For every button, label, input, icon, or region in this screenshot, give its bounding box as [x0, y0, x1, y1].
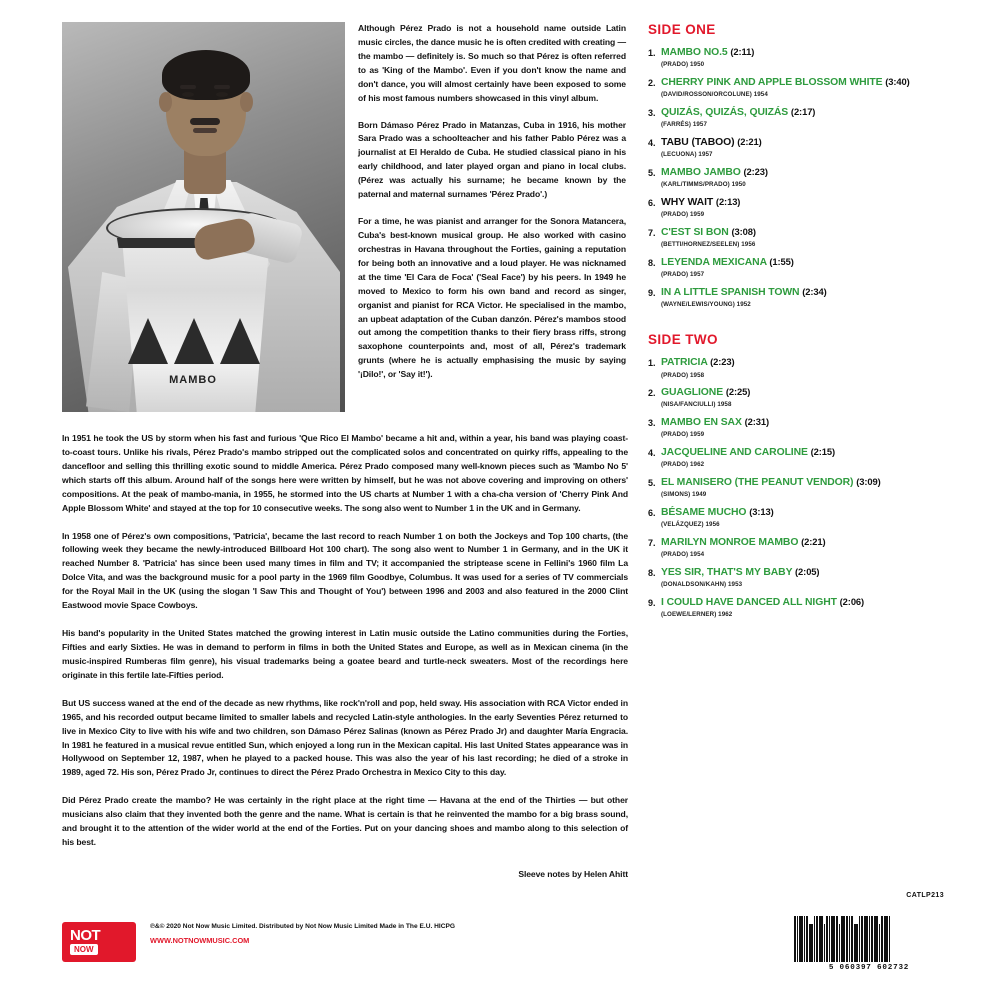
track-title-text: TABU (TABOO) — [661, 136, 735, 148]
barcode-bar — [809, 924, 813, 962]
track-title-text: MAMBO EN SAX — [661, 416, 742, 428]
copyright-block — [150, 922, 510, 947]
track-number: 9. — [648, 287, 656, 298]
track-number: 2. — [648, 77, 656, 88]
track-title-text: JACQUELINE AND CAROLINE — [661, 446, 808, 458]
track-row — [648, 287, 958, 308]
track-title-text: GUAGLIONE — [661, 387, 724, 399]
notes-paragraph: His band's popularity in the United States matched the growing interest in Latin music outside the Latino communities during the Forties, Fifties and early Sixties. He was in demand to perform in films in both the United States and Europe, as well as in Mexican cinema (in the music-inspired Rumberas film genre), his visual trademarks being a goatee beard and turtle-neck sweaters. Most of the recordings here originate in this fertile late-Fifties period. — [62, 628, 628, 680]
track-title — [661, 387, 958, 399]
track-credit: (PRADO) 1950 — [661, 61, 705, 69]
barcode-bar — [816, 916, 818, 962]
track-number: 1. — [648, 48, 656, 58]
track-row — [648, 357, 958, 378]
photo-ear-right — [240, 92, 253, 112]
track-duration: (2:17) — [790, 105, 816, 117]
track-row — [648, 387, 958, 408]
photo-eye-right — [216, 92, 228, 97]
track-title-text: IN A LITTLE SPANISH TOWN — [661, 286, 800, 298]
barcode-bar — [884, 916, 888, 962]
track-title-text: LEYENDA MEXICANA — [661, 256, 767, 268]
barcode-bar — [861, 916, 863, 962]
track-title — [661, 137, 958, 149]
notes-paragraph: For a time, he was pianist and arranger for the Sonora Matancera, Cuba's best-known musical group. He also worked with casino orchestras in Havana throughout the Forties, gaining a reputation for being both an innovative and a loud player. He was nicknamed at the time 'El Cara de Foca' ('Seal Face') by his peers. In 1949 he moved to Mexico to form his own band and record as singer, organist and pianist for RCA Victor. He specialised in the mambo, an upbeat adaptation of the Cuban danzón. Pérez's mambos stood out among the competition thanks to their fiery brass riffs, strong saxophone counterpoints and, most of all, Pérez's trademark grunts (where he is actually emphasising the music by saying '¡Dilo!', or 'Say it!'). — [358, 216, 626, 380]
drum-motif-2 — [174, 318, 214, 364]
barcode-bar — [869, 916, 870, 962]
notes-paragraph: Born Dámaso Pérez Prado in Matanzas, Cuba in 1916, his mother Sara Prado was a schoolteacher and his father Pablo Pérez was a journalist at El Heraldo de Cuba. He studied classical piano in his early childhood, and later played organ and piano in local clubs. (Pérez was actually his surname; he became known by the paternal and maternal surnames 'Pérez Prado'.) — [358, 119, 626, 200]
track-number: 3. — [648, 417, 656, 428]
track-title — [661, 287, 958, 299]
track-title — [661, 197, 958, 209]
side-one-heading: SIDE ONE — [648, 22, 716, 37]
photo-ear-left — [159, 92, 172, 112]
barcode-bar — [864, 916, 868, 962]
track-row — [648, 227, 958, 248]
track-duration: (3:08) — [731, 225, 756, 237]
artist-photo-column — [62, 22, 347, 412]
copyright-text: ℗&© 2020 Not Now Music Limited. Distributed by Not Now Music Limited Made in The E.U. HICPG — [150, 923, 455, 930]
record-label-logo — [62, 922, 136, 962]
catalogue-number: CATLP213 — [906, 892, 944, 899]
track-row — [648, 537, 958, 558]
barcode-bar — [849, 916, 850, 962]
track-credit: (PRADO) 1959 — [661, 431, 705, 439]
side-two-heading: SIDE TWO — [648, 332, 718, 348]
barcode-digits: 5 060397 602732 — [828, 964, 910, 972]
label-logo-main: NOT — [70, 927, 101, 944]
track-row — [648, 567, 958, 588]
barcode-bar — [839, 924, 840, 962]
tracklist — [648, 22, 958, 627]
drum-motif-3 — [220, 318, 260, 364]
track-number: 6. — [648, 197, 656, 208]
track-title-text: MARILYN MONROE MAMBO — [661, 536, 799, 548]
track-title — [661, 357, 958, 369]
track-duration: (2:21) — [737, 135, 762, 147]
sleeve-notes-upper — [358, 22, 626, 395]
track-credit: (LECUONA) 1957 — [661, 151, 713, 159]
barcode-bar — [854, 924, 858, 962]
track-number: 7. — [648, 537, 656, 548]
track-title — [661, 507, 958, 519]
track-number: 3. — [648, 107, 656, 118]
track-title-text: WHY WAIT — [661, 196, 714, 208]
track-row — [648, 77, 958, 98]
barcode-bar — [831, 916, 835, 962]
track-title-text: QUIZÁS, QUIZÁS, QUIZÁS — [661, 106, 789, 118]
track-row — [648, 447, 958, 468]
track-title — [661, 567, 958, 579]
track-row — [648, 197, 958, 218]
track-title-text: MAMBO NO.5 — [661, 47, 728, 58]
barcode-bar — [804, 916, 805, 962]
track-duration: (1:55) — [769, 255, 794, 267]
barcode-bar — [889, 916, 890, 962]
track-credit: (DAVID/ROSSON/ORCOLUNE) 1954 — [661, 91, 768, 99]
sleeve-footer — [0, 892, 1000, 1000]
photo-hair — [162, 50, 250, 100]
track-credit: (PRADO) 1959 — [661, 211, 705, 219]
track-title-text: BÉSAME MUCHO — [661, 506, 747, 518]
track-duration: (3:40) — [885, 75, 910, 87]
track-title — [661, 167, 958, 179]
track-title — [661, 77, 958, 89]
track-title — [661, 227, 958, 239]
track-number: 9. — [648, 597, 656, 608]
barcode — [794, 910, 944, 962]
track-credit: (PRADO) 1954 — [661, 551, 705, 559]
track-title-text: MAMBO JAMBO — [661, 166, 741, 178]
track-credit: (FARRÉS) 1957 — [661, 121, 708, 129]
track-title — [661, 447, 958, 459]
barcode-bar — [829, 916, 830, 962]
barcode-bar — [819, 916, 823, 962]
track-number: 7. — [648, 227, 656, 238]
barcode-bar — [806, 916, 808, 962]
track-number: 8. — [648, 567, 656, 578]
track-duration: (2:21) — [801, 535, 826, 547]
track-credit: (DONALDSON/KAHN) 1953 — [661, 581, 743, 589]
track-duration: (2:15) — [810, 445, 836, 457]
track-duration: (2:05) — [795, 565, 820, 577]
track-title-text: PATRICIA — [661, 357, 708, 369]
track-row — [648, 137, 958, 158]
photo-canvas — [62, 22, 345, 412]
website-link[interactable]: WWW.NOTNOWMUSIC.COM — [150, 936, 250, 946]
photo-mouth — [193, 128, 217, 133]
photo-brow-right — [214, 85, 230, 89]
track-title — [661, 477, 958, 489]
track-title — [661, 597, 958, 609]
track-credit: (SIMONS) 1949 — [661, 491, 707, 499]
track-duration: (2:23) — [743, 165, 768, 177]
track-duration: (2:23) — [710, 356, 735, 368]
track-duration: (2:06) — [839, 595, 865, 607]
track-credit: (PRADO) 1958 — [661, 371, 705, 379]
track-row — [648, 167, 958, 188]
track-number: 2. — [648, 388, 656, 399]
barcode-bar — [851, 916, 853, 962]
barcode-bar — [841, 916, 845, 962]
track-duration: (2:25) — [725, 386, 751, 398]
notes-paragraph: Although Pérez Prado is not a household name outside Latin music circles, the dance music he is often credited with creating — the mambo — definitely is. So much so that Pérez is often referred to as 'King of the Mambo'. Even if you don't know the name and don't dance, you will almost certainly have been exposed to some of his most famous numbers showcased in this vinyl album. — [358, 23, 626, 103]
track-title — [661, 417, 958, 429]
track-title — [661, 47, 958, 59]
barcode-bar — [879, 924, 880, 962]
track-title-text: I COULD HAVE DANCED ALL NIGHT — [661, 596, 837, 608]
track-row — [648, 597, 958, 618]
barcode-bar — [814, 916, 815, 962]
track-duration: (2:31) — [744, 415, 769, 427]
barcode-bar — [874, 916, 878, 962]
drum-motif-1 — [128, 318, 168, 364]
track-credit: (BETTI/HORNEZ/SEELEN) 1956 — [661, 241, 756, 249]
track-number: 4. — [648, 137, 656, 148]
track-title-text: EL MANISERO (THE PEANUT VENDOR) — [661, 476, 854, 488]
track-duration: (3:13) — [749, 505, 774, 517]
barcode-bar — [881, 916, 883, 962]
barcode-bar — [826, 916, 828, 962]
track-row — [648, 107, 958, 128]
track-row — [648, 477, 958, 498]
track-row — [648, 47, 958, 68]
barcode-bar — [824, 924, 825, 962]
drum-caption: MAMBO — [169, 374, 217, 386]
photo-brow-left — [180, 85, 196, 89]
barcode-bar — [836, 916, 838, 962]
track-number: 1. — [648, 358, 656, 369]
track-number: 4. — [648, 447, 656, 458]
track-number: 6. — [648, 507, 656, 518]
photo-moustache — [190, 118, 220, 125]
barcode-bar — [794, 916, 796, 962]
track-row — [648, 417, 958, 438]
notes-paragraph: In 1958 one of Pérez's own compositions, 'Patricia', became the last record to reach Number 1 on both the Jockeys and Top 100 charts, (the following week they became the newly-introduced Billboard Hot 100 chart). The song also went to Number 1 in Germany, and in the UK it reached Number 8. 'Patricia' has since been used many times in film and TV; it accompanied the striptease scene in Fellini's 1960 film La Dolce Vita, and was the background music for a pool party in the 1969 film Goodbye, Columbus. It was used for a series of TV commercials for the Royal Mail in the UK (using the slogan 'I Saw This and Thought of You') between 1996 and 2003 and also featured in the 2000 Clint Eastwood movie Space Cowboys. — [62, 530, 628, 611]
barcode-bar — [859, 916, 860, 962]
track-credit: (VELÁZQUEZ) 1956 — [661, 521, 720, 529]
track-duration: (2:34) — [802, 285, 827, 297]
track-number: 8. — [648, 257, 656, 268]
sleeve-notes-signature: Sleeve notes by Helen Ahitt — [518, 868, 628, 879]
track-credit: (WAYNE/LEWIS/YOUNG) 1952 — [661, 301, 751, 309]
track-credit: (PRADO) 1957 — [661, 271, 705, 279]
barcode-bar — [846, 916, 848, 962]
track-credit: (KARL/TIMMS/PRADO) 1950 — [661, 181, 746, 189]
barcode-bar — [799, 916, 803, 962]
track-duration: (3:09) — [856, 475, 881, 487]
track-title-text: C'EST SI BON — [661, 226, 729, 238]
notes-paragraph: Did Pérez Prado create the mambo? He was certainly in the right place at the right time — Havana at the end of the Thirties — but other musicians also claim that they invented both the genre and the name. What is certain is that he reinvented the mambo for a big brass sound, and brought it to the attention of the wider world at the end of the Forties. Put on your dancing shoes and mambo along to this selection of his best. — [62, 795, 628, 848]
label-logo-sub: NOW — [70, 944, 98, 955]
artist-photo — [62, 22, 345, 412]
track-duration: (2:11) — [730, 46, 755, 57]
track-credit: (LOEWE/LERNER) 1962 — [661, 611, 733, 619]
track-row — [648, 507, 958, 528]
track-title — [661, 257, 958, 269]
photo-eye-left — [182, 92, 194, 97]
track-title — [661, 537, 958, 549]
notes-paragraph: But US success waned at the end of the decade as new rhythms, like rock'n'roll and pop, held sway. His association with RCA Victor ended in 1965, and his recorded output became limited to smaller labels and recycled Latin-style anthologies. In the early Seventies Pérez returned to live in Mexico City to live with his wife and two children, son Dámaso Pérez Salinas (known as Pérez Prado Jr) and daughter María Engracia. In 1981 he featured in a musical revue entitled Sun, which enjoyed a long run in the Mexican capital. His last United States appearance was in Hollywood on September 12, 1987, when he played to a packed house. This was also the year of his last recording; he died of a stroke in 1989, aged 72. His son, Pérez Prado Jr, continues to direct the Pérez Prado Orchestra in Mexico City to this day. — [62, 697, 628, 778]
track-title — [661, 107, 958, 119]
barcode-bar — [871, 916, 873, 962]
track-number: 5. — [648, 477, 656, 488]
barcode-bar — [797, 916, 798, 962]
track-title-text: CHERRY PINK AND APPLE BLOSSOM WHITE — [661, 76, 883, 88]
track-number: 5. — [648, 167, 656, 178]
notes-paragraph: In 1951 he took the US by storm when his fast and furious 'Que Rico El Mambo' became a hit and, within a year, his band was playing coast-to-coast tours. Unlike his rivals, Pérez Prado's mambo stripped out the complicated solos and concentrated on quirky riffs, appealing to the dancefloor and selling this thrilling exotic sound to middle America. Pérez Prado composed many well-known pieces such as 'Mambo No 5' which starts off this album. Around half of the songs here were written by himself, but he was not above covering and improving on others' compositions. At the peak of mambo-mania, in 1955, he stormed into the US charts at Number 1 with a cha-cha version of 'Cherry Pink And Apple Blossom White' and stayed at the top for 10 consecutive weeks. The song also went to Number 1 in the UK and in Germany. — [62, 433, 628, 513]
sleeve-notes-lower — [62, 432, 628, 882]
track-row — [648, 257, 958, 278]
track-title-text: YES SIR, THAT'S MY BABY — [661, 566, 793, 578]
track-credit: (NISA/FANCIULLI) 1958 — [661, 401, 732, 409]
track-credit: (PRADO) 1962 — [661, 461, 705, 469]
track-duration: (2:13) — [715, 195, 741, 207]
